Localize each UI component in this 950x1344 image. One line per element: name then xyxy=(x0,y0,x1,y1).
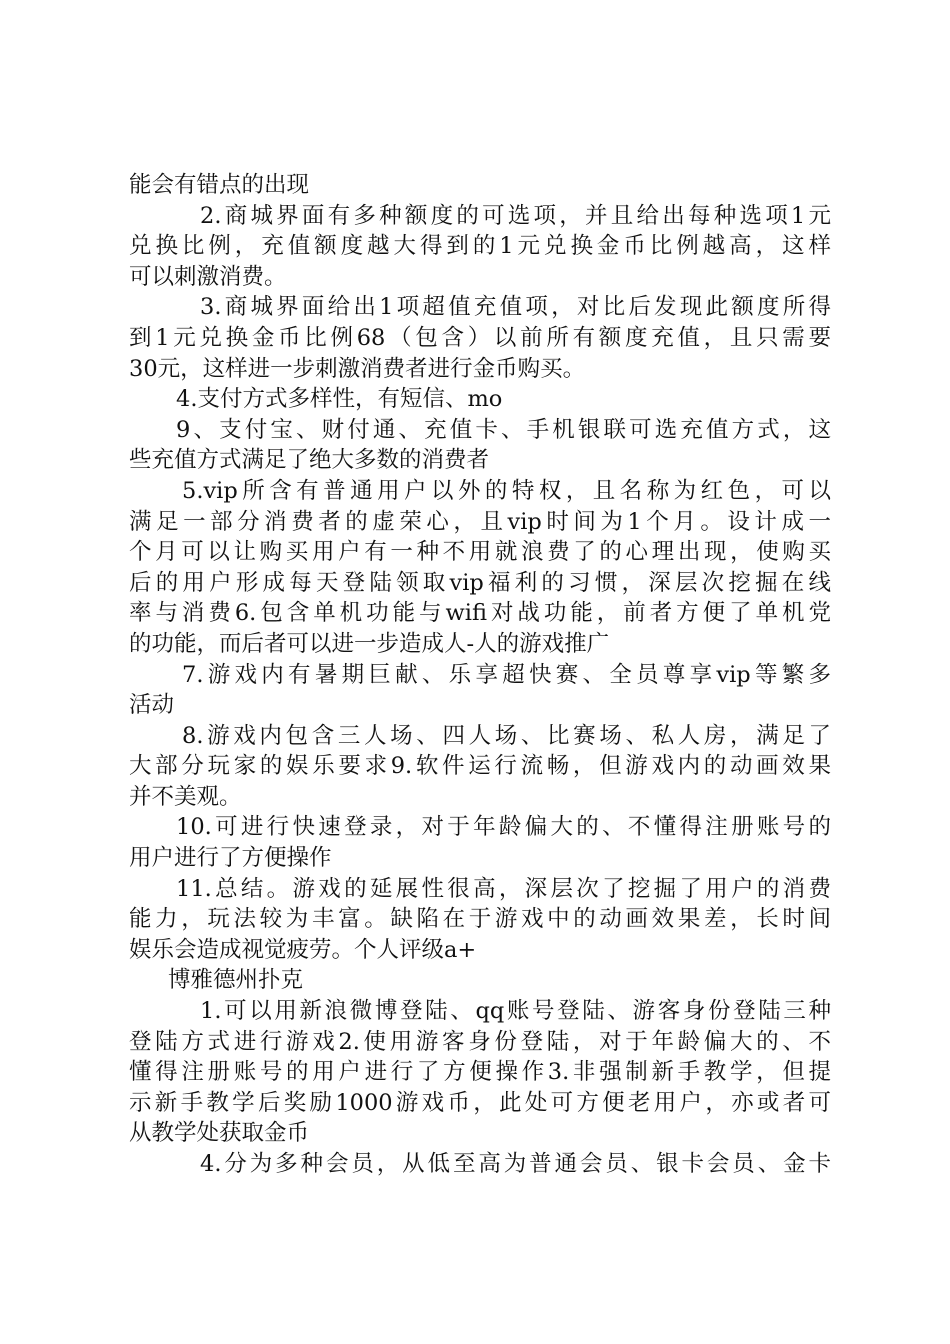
text-line: 后的用户形成每天登陆领取vip福利的习惯，深层次挖掘在线 xyxy=(129,569,831,596)
text-line: 用户进行了方便操作 xyxy=(129,845,332,872)
text-line: 可以刺激消费。 xyxy=(129,263,287,290)
text-line: 满足一部分消费者的虚荣心，且vip时间为1个月。设计成一 xyxy=(129,508,831,535)
text-line: 2.商城界面有多种额度的可选项，并且给出每种选项1元 xyxy=(200,202,831,229)
text-line: 1.可以用新浪微博登陆、qq账号登陆、游客身份登陆三种 xyxy=(200,998,831,1025)
text-line: 的功能，而后者可以进一步造成人-人的游戏推广 xyxy=(129,630,610,657)
text-line: 从教学处获取金币 xyxy=(129,1120,310,1147)
text-line: 懂得注册账号的用户进行了方便操作3.非强制新手教学，但提 xyxy=(129,1059,831,1086)
text-line: 活动 xyxy=(129,692,175,719)
text-line: 娱乐会造成视觉疲劳。个人评级a+ xyxy=(129,936,477,963)
text-line: 到1元兑换金币比例68（包含）以前所有额度充值，且只需要 xyxy=(129,324,831,351)
text-line: 示新手教学后奖励1000游戏币，此处可方便老用户，亦或者可 xyxy=(129,1089,831,1116)
text-line: 11.总结。游戏的延展性很高，深层次了挖掘了用户的消费 xyxy=(176,875,831,902)
text-line: 30元，这样进一步刺激消费者进行金币购买。 xyxy=(129,355,586,382)
text-line: 8.游戏内包含三人场、四人场、比赛场、私人房，满足了 xyxy=(182,722,831,749)
text-line: 3.商城界面给出1项超值充值项，对比后发现此额度所得 xyxy=(200,294,831,321)
text-line: 能会有错点的出现 xyxy=(129,172,310,198)
text-line: 4.分为多种会员，从低至高为普通会员、银卡会员、金卡 xyxy=(200,1151,831,1177)
text-line: 登陆方式进行游戏2.使用游客身份登陆，对于年龄偏大的、不 xyxy=(129,1028,831,1055)
text-line: 大部分玩家的娱乐要求9.软件运行流畅，但游戏内的动画效果 xyxy=(129,753,831,780)
text-line: 博雅德州扑克 xyxy=(168,967,304,994)
text-line: 9、支付宝、财付通、充值卡、手机银联可选充值方式，这 xyxy=(176,416,831,443)
document-body xyxy=(129,170,831,1180)
text-line: 10.可进行快速登录，对于年龄偏大的、不懂得注册账号的 xyxy=(176,814,831,841)
text-line: 并不美观。 xyxy=(129,783,242,810)
text-line: 兑换比例，充值额度越大得到的1元兑换金币比例越高，这样 xyxy=(129,233,831,260)
text-line: 些充值方式满足了绝大多数的消费者 xyxy=(129,447,490,474)
text-line: 5.vip所含有普通用户以外的特权，且名称为红色，可以 xyxy=(182,477,831,504)
text-line: 率与消费6.包含单机功能与wifi对战功能，前者方便了单机党 xyxy=(129,600,831,627)
text-line: 4.支付方式多样性，有短信、mo xyxy=(176,386,503,413)
text-line: 个月可以让购买用户有一种不用就浪费了的心理出现，使购买 xyxy=(129,539,831,566)
text-line: 能力，玩法较为丰富。缺陷在于游戏中的动画效果差，长时间 xyxy=(129,906,831,933)
text-line: 7.游戏内有暑期巨献、乐享超快赛、全员尊享vip等繁多 xyxy=(182,661,831,688)
